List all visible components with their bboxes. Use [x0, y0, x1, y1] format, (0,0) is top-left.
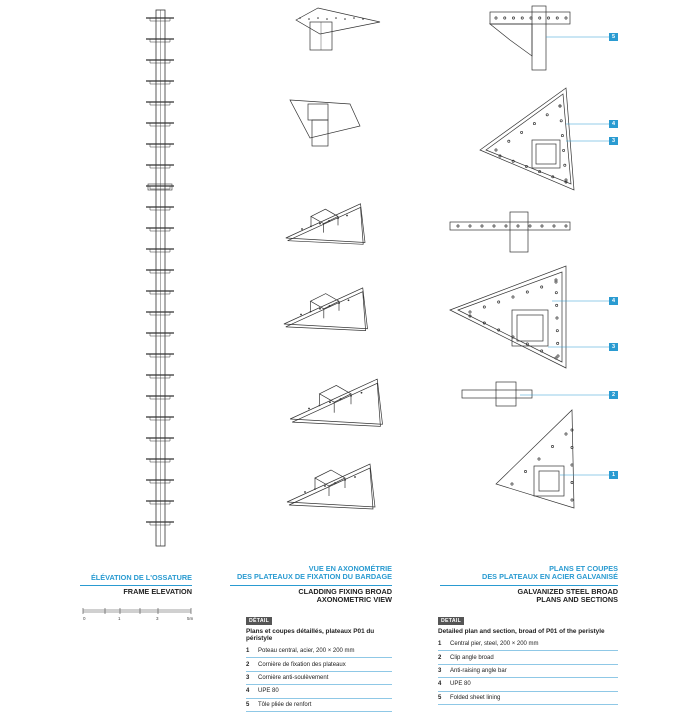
caption-rule: [230, 585, 392, 586]
detail-row-number: 3: [246, 674, 250, 681]
detail-table-en: [438, 617, 618, 705]
detail-badge: DETAIL: [438, 617, 464, 625]
detail-row: [246, 685, 392, 698]
detail-row-text: Clip angle broad: [450, 654, 494, 661]
caption-rule: [80, 585, 192, 586]
detail-row: [246, 645, 392, 658]
detail-row: [438, 678, 618, 691]
scale-label-5m: 5m: [187, 616, 194, 621]
caption-en: FRAME ELEVATION: [123, 587, 192, 597]
detail-row-text: Cornière de fixation des plateaux: [258, 661, 346, 668]
detail-row-text: Central pier, steel, 200 × 200 mm: [450, 641, 539, 648]
detail-row: [438, 692, 618, 705]
detail-row-number: 5: [246, 701, 250, 708]
plans-and-sections: [450, 6, 574, 508]
detail-row: [438, 651, 618, 664]
detail-row-number: 3: [438, 667, 442, 674]
detail-badge: DÉTAIL: [246, 617, 272, 625]
callout-badge: 3: [609, 137, 618, 145]
detail-row-number: 2: [246, 661, 250, 668]
detail-row-text: Cornière anti-soulèvement: [258, 674, 329, 681]
callout-badge: 4: [609, 297, 618, 305]
caption-rule: [440, 585, 618, 586]
scale-label-3: 3: [156, 616, 159, 621]
callout-badge: 2: [609, 391, 618, 399]
detail-row-text: UPE 80: [258, 688, 279, 695]
scale-label-0: 0: [83, 616, 86, 621]
plans-sections-caption: [440, 565, 618, 605]
axonometric-caption: [230, 565, 392, 605]
detail-row: [246, 699, 392, 712]
detail-title: Detailed plan and section, broad of P01 of the peristyle: [438, 628, 605, 635]
detail-row: [246, 658, 392, 671]
detail-row-text: Tôle pliée de renfort: [258, 701, 312, 708]
callout-badge: 3: [609, 343, 618, 351]
caption-fr-line1: VUE EN AXONOMÉTRIE: [308, 564, 392, 573]
detail-row: [438, 638, 618, 651]
caption-en-line2: PLANS AND SECTIONS: [536, 595, 618, 605]
frame-elevation-drawing: [146, 10, 174, 546]
detail-row: [246, 672, 392, 685]
detail-row-number: 5: [438, 694, 442, 701]
detail-row-number: 1: [246, 648, 250, 655]
detail-row-text: UPE 80: [450, 681, 471, 688]
scale-label-1: 1: [118, 616, 121, 621]
caption-en-line1: CLADDING FIXING BROAD: [298, 586, 392, 596]
caption-en-line2: AXONOMETRIC VIEW: [316, 595, 392, 605]
axonometric-views: [284, 8, 383, 509]
detail-row-number: 4: [438, 681, 442, 688]
callout-badge: 1: [609, 471, 618, 479]
scale-bar: [83, 608, 191, 614]
detail-row-text: Poteau central, acier, 200 × 200 mm: [258, 648, 355, 655]
caption-en-line1: GALVANIZED STEEL BROAD: [517, 586, 618, 596]
detail-row-text: Anti-raising angle bar: [450, 667, 507, 674]
callout-leaders: [520, 37, 609, 475]
callout-badge: 4: [609, 120, 618, 128]
detail-table-fr: [246, 617, 392, 712]
detail-row-number: 1: [438, 641, 442, 648]
detail-row-number: 2: [438, 654, 442, 661]
detail-title: Plans et coupes détaillés, plateaux P01 du péristyle: [246, 628, 375, 642]
callout-badge: 5: [609, 33, 618, 41]
frame-elevation-caption: [80, 574, 192, 597]
caption-fr-line2: DES PLATEAUX DE FIXATION DU BARDAGE: [237, 572, 392, 582]
detail-row: [438, 665, 618, 678]
detail-row-text: Folded sheet lining: [450, 694, 501, 701]
caption-fr-line2: DES PLATEAUX EN ACIER GALVANISÉ: [482, 572, 618, 582]
detail-row-number: 4: [246, 688, 250, 695]
caption-fr-line1: PLANS ET COUPES: [549, 564, 618, 573]
caption-fr: ÉLÉVATION DE L'OSSATURE: [90, 573, 192, 582]
